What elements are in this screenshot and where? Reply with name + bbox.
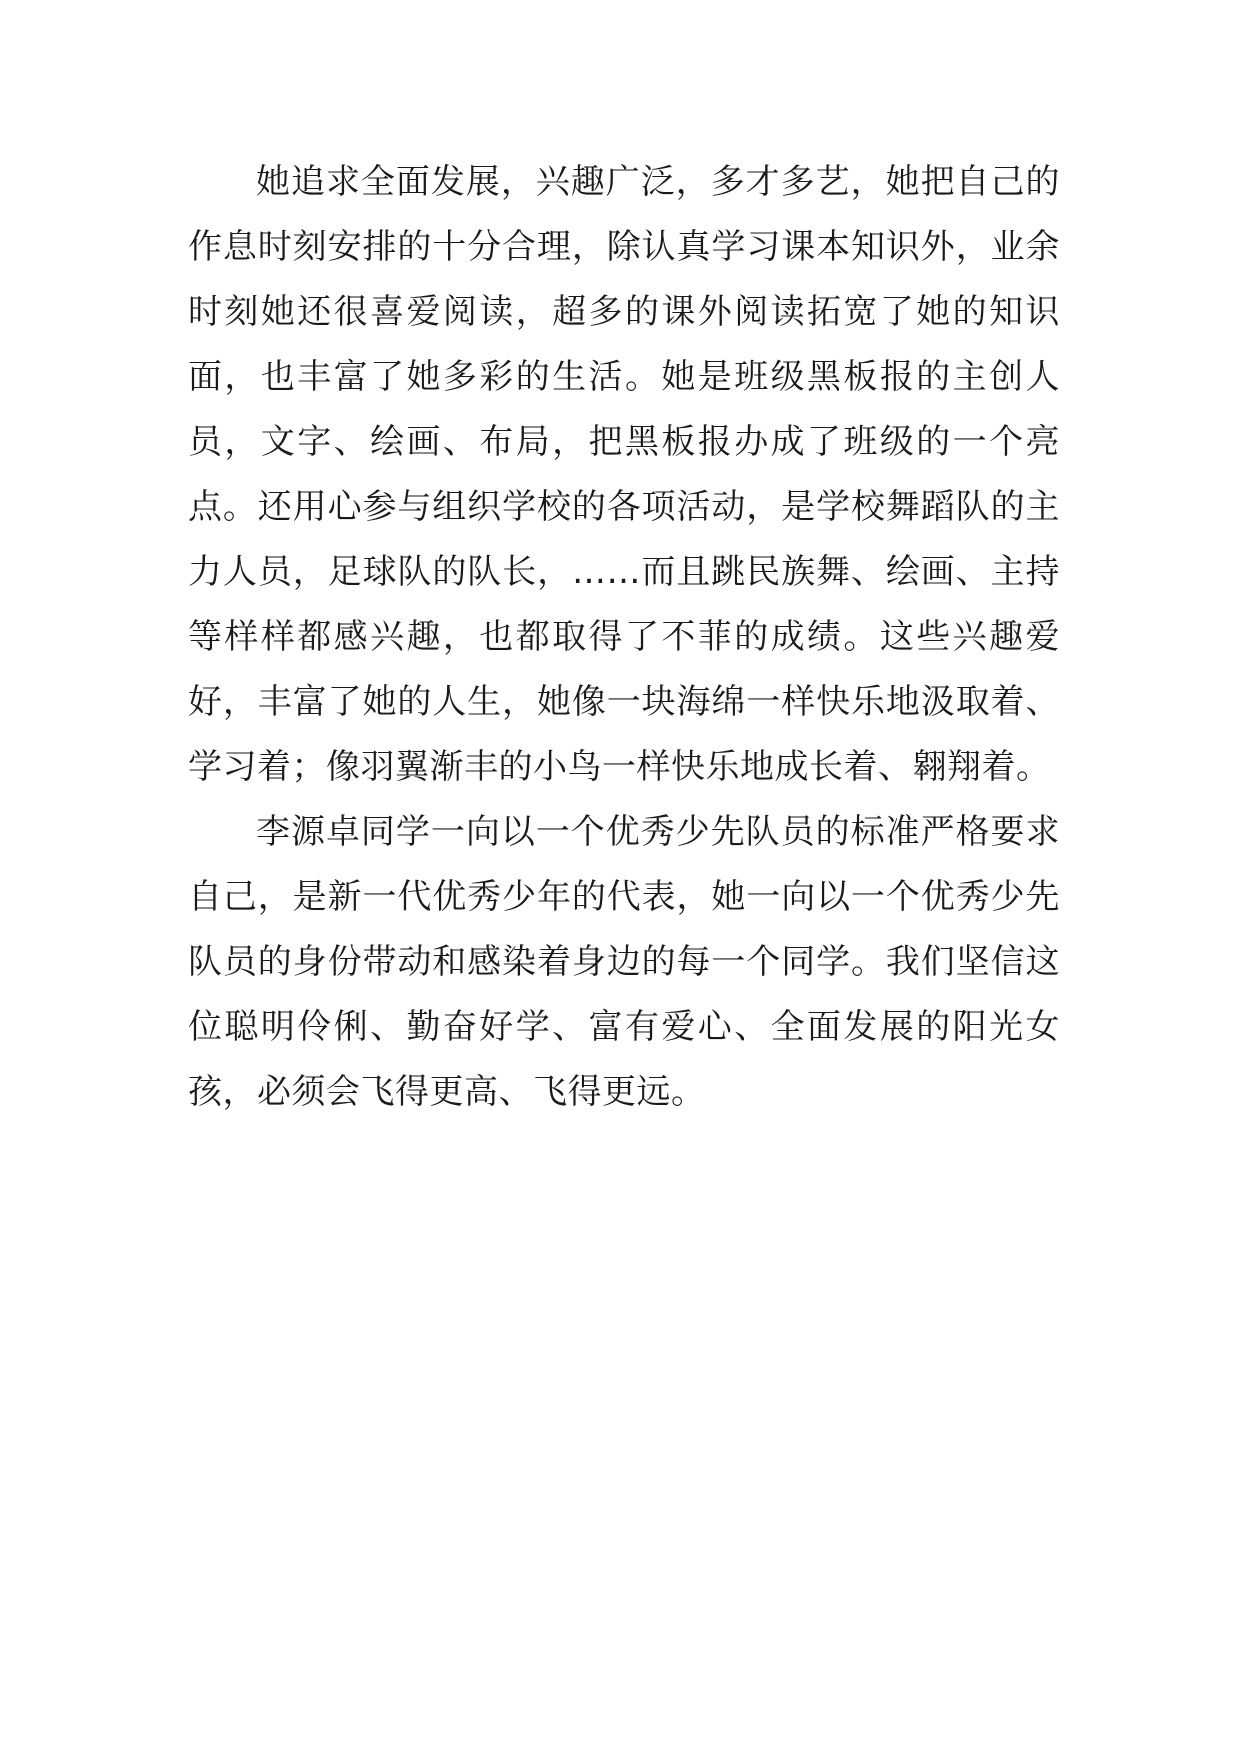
paragraph-conclusion: 李源卓同学一向以一个优秀少先队员的标准严格要求自己，是新一代优秀少年的代表，她一向以一个优秀少先队员的身份带动和感染着身边的每一个同学。我们坚信这位聪明伶俐、勤奋好学、富有爱心、全面发展的阳光女孩，必须会飞得更高、飞得更远。 [188, 812, 1060, 1112]
paragraph-interests: 她追求全面发展，兴趣广泛，多才多艺，她把自己的作息时刻安排的十分合理，除认真学习课本知识外，业余时刻她还很喜爱阅读，超多的课外阅读拓宽了她的知识面，也丰富了她多彩的生活。她是班级黑板报的主创人员，文字、绘画、布局，把黑板报办成了班级的一个亮点。还用心参与组织学校的各项活动，是学校舞蹈队的主力人员，足球队的队长，……而且跳民族舞、绘画、主持等样样都感兴趣，也都取得了不菲的成绩。这些兴趣爱好，丰富了她的人生，她像一块海绵一样快乐地汲取着、学习着；像羽翼渐丰的小鸟一样快乐地成长着、翱翔着。 [188, 162, 1060, 787]
document-body [188, 150, 1060, 1125]
